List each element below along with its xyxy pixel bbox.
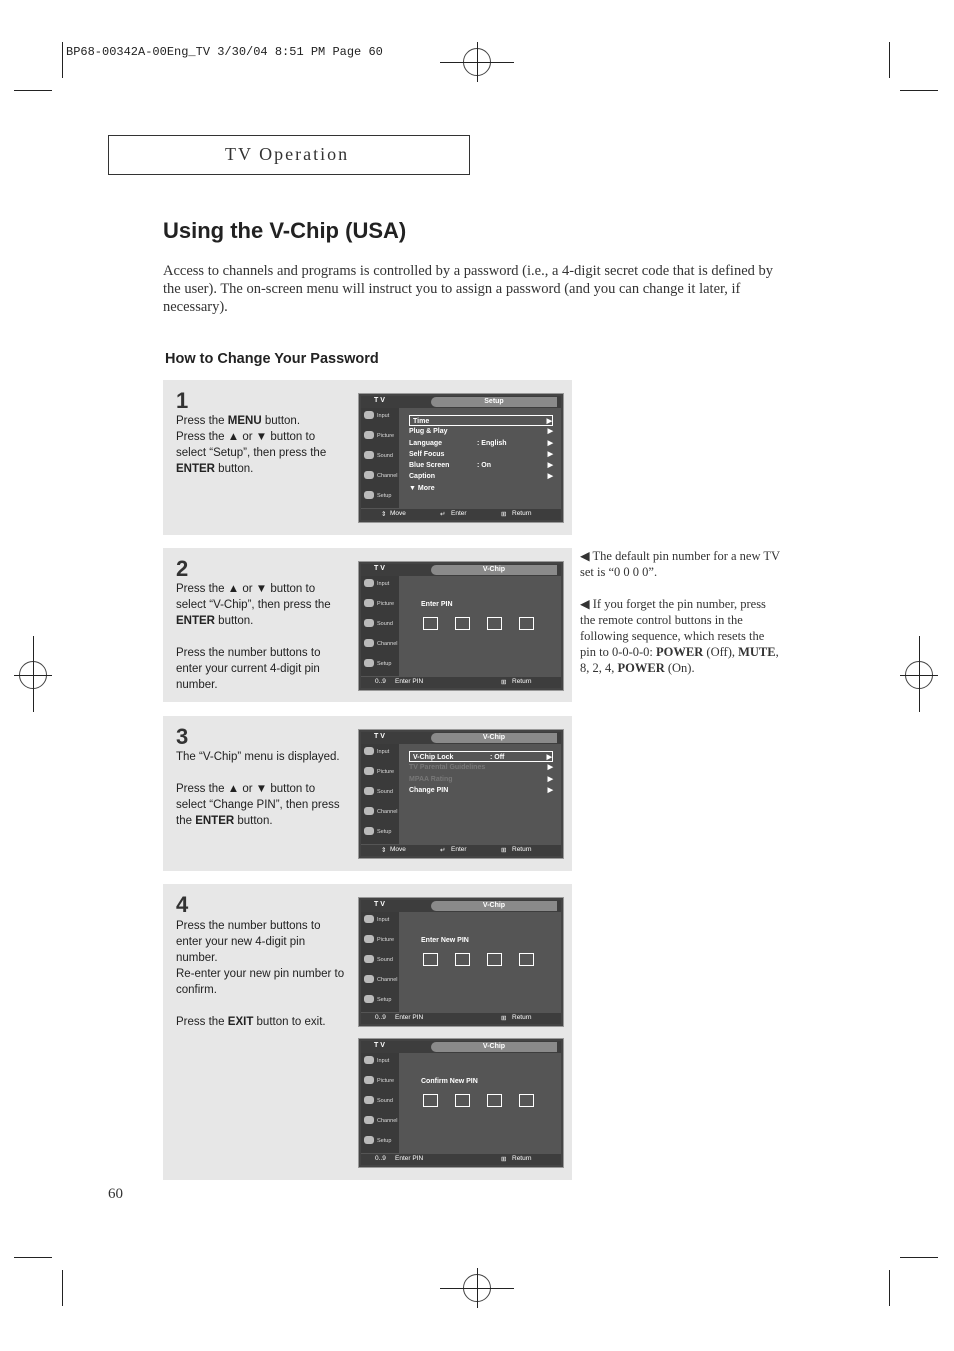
crop-mark [889, 42, 890, 78]
crop-mark [62, 42, 63, 78]
page-title: Using the V-Chip (USA) [163, 218, 407, 243]
picture-icon: Picture [361, 428, 399, 448]
setup-icon: Setup [361, 488, 399, 508]
pin-label: Enter PIN [421, 601, 453, 608]
crop-mark [14, 90, 52, 91]
osd-screen [359, 1039, 563, 1167]
pin-digit-box [455, 617, 470, 630]
return-icon: ⊞ [501, 1156, 507, 1163]
osd-sidebar [361, 408, 399, 508]
tv-label: T V [374, 1042, 385, 1049]
menu-item: Time ▶ [409, 415, 553, 426]
menu-item: Caption ▶ [409, 473, 553, 481]
crop-mark [33, 636, 34, 712]
osd-footer: ⇕ Move ↵ Enter ⊞ Return [361, 845, 561, 856]
crop-mark [919, 636, 920, 712]
section-header: TV Operation [225, 144, 350, 164]
pin-digit-box [455, 953, 470, 966]
sound-icon: Sound [361, 1093, 399, 1113]
intro-paragraph: Access to channels and programs is controlled by a password (i.e., a 4-digit secret code that is defined by the user). The on-screen menu will instruct you to assign a password (and you can change it later, if necessary). [163, 263, 774, 315]
sound-icon: Sound [361, 784, 399, 804]
setup-icon: Setup [361, 824, 399, 844]
osd-title: Setup [431, 397, 557, 407]
step-text: Press the ▲ or ▼ button to select “V-Chip”, then press the ENTER button. Press the number buttons to enter your current 4-digit pin number. [176, 583, 331, 691]
crop-mark [14, 675, 52, 676]
channel-icon: Channel [361, 468, 399, 488]
pin-digit-box [487, 1094, 502, 1107]
print-slug: BP68-00342A-00Eng_TV 3/30/04 8:51 PM Page 60 [66, 45, 383, 59]
menu-item: ▼ More [409, 484, 435, 492]
osd-screen [359, 394, 563, 522]
menu-item: TV Parental Guidelines ▶ [409, 764, 553, 772]
return-icon: ⊞ [501, 679, 507, 686]
step-number: 3 [176, 724, 189, 749]
menu-item: Plug & Play ▶ [409, 428, 553, 436]
enter-icon: ↵ [440, 847, 446, 854]
menu-item: V-Chip Lock : Off ▶ [409, 751, 553, 762]
move-icon: ⇕ [381, 847, 387, 854]
setup-icon: Setup [361, 656, 399, 676]
pin-digit-box [487, 953, 502, 966]
input-icon: Input [361, 744, 399, 764]
crop-mark [14, 1257, 52, 1258]
channel-icon: Channel [361, 804, 399, 824]
osd-screen [359, 898, 563, 1026]
return-icon: ⊞ [501, 847, 507, 854]
osd-footer: ⇕ Move ↵ Enter ⊞ Return [361, 509, 561, 520]
step-panel [163, 548, 572, 702]
number-buttons-icon: 0..9 [375, 1014, 386, 1021]
osd-title: V-Chip [431, 1042, 557, 1052]
step-text: The “V-Chip” menu is displayed. Press the ▲ or ▼ button to select “Change PIN”, then press the ENTER button. [176, 751, 340, 827]
picture-icon: Picture [361, 764, 399, 784]
tv-label: T V [374, 733, 385, 740]
osd-footer: 0..9 Enter PIN ⊞ Return [361, 1154, 561, 1165]
pin-digit-box [487, 617, 502, 630]
crop-mark [900, 675, 938, 676]
note-forgot-pin: ◀ If you forget the pin number, press the remote control buttons in the following sequence, which resets the pin to 0-0-0-0: POWER (Off), MUTE, 8, 2, 4, POWER (On). [580, 597, 779, 675]
osd-sidebar [361, 744, 399, 844]
pin-label: Enter New PIN [421, 937, 469, 944]
sound-icon: Sound [361, 952, 399, 972]
pin-digit-box [423, 617, 438, 630]
tv-label: T V [374, 901, 385, 908]
osd-menu [409, 751, 553, 796]
pin-digit-box [423, 1094, 438, 1107]
section-header-box [108, 135, 470, 175]
step-panel [163, 884, 572, 1180]
number-buttons-icon: 0..9 [375, 678, 386, 685]
channel-icon: Channel [361, 636, 399, 656]
step-number: 2 [176, 556, 189, 581]
input-icon: Input [361, 408, 399, 428]
input-icon: Input [361, 912, 399, 932]
input-icon: Input [361, 576, 399, 596]
osd-screen [359, 730, 563, 858]
tv-label: T V [374, 565, 385, 572]
menu-item: Change PIN ▶ [409, 786, 553, 794]
number-buttons-icon: 0..9 [375, 1155, 386, 1162]
crop-mark [900, 90, 938, 91]
sound-icon: Sound [361, 616, 399, 636]
setup-icon: Setup [361, 1133, 399, 1153]
osd-sidebar [361, 1053, 399, 1153]
setup-icon: Setup [361, 992, 399, 1012]
return-icon: ⊞ [501, 511, 507, 518]
osd-sidebar [361, 576, 399, 676]
crop-mark [900, 1257, 938, 1258]
osd-footer: 0..9 Enter PIN ⊞ Return [361, 677, 561, 688]
input-icon: Input [361, 1053, 399, 1073]
pin-digit-box [423, 953, 438, 966]
note-default-pin: ◀ The default pin number for a new TV set is “0 0 0 0”. [580, 549, 780, 579]
pin-digit-box [519, 1094, 534, 1107]
step-panel [163, 380, 572, 535]
pin-digit-box [519, 617, 534, 630]
channel-icon: Channel [361, 972, 399, 992]
step-text: Press the MENU button. Press the ▲ or ▼ button to select “Setup”, then press the ENTER button. [176, 415, 327, 475]
page-number: 60 [108, 1186, 123, 1202]
osd-footer: 0..9 Enter PIN ⊞ Return [361, 1013, 561, 1024]
menu-item: MPAA Rating ▶ [409, 775, 553, 783]
crop-mark [62, 1270, 63, 1306]
osd-menu [409, 415, 553, 494]
channel-icon: Channel [361, 1113, 399, 1133]
osd-title: V-Chip [431, 733, 557, 743]
return-icon: ⊞ [501, 1015, 507, 1022]
picture-icon: Picture [361, 596, 399, 616]
menu-item: Language : English ▶ [409, 439, 553, 447]
step-panel [163, 716, 572, 871]
menu-item: Blue Screen : On ▶ [409, 462, 553, 470]
crop-mark [440, 1288, 514, 1289]
subheading: How to Change Your Password [165, 351, 379, 367]
pin-digit-box [455, 1094, 470, 1107]
tv-label: T V [374, 397, 385, 404]
picture-icon: Picture [361, 932, 399, 952]
enter-icon: ↵ [440, 511, 446, 518]
osd-title: V-Chip [431, 901, 557, 911]
step-text: Press the number buttons to enter your new 4-digit pin number. Re-enter your new pin number to confirm. Press the EXIT button to exit. [176, 920, 345, 1028]
osd-sidebar [361, 912, 399, 1012]
pin-digit-box [519, 953, 534, 966]
crop-mark [889, 1270, 890, 1306]
osd-title: V-Chip [431, 565, 557, 575]
step-number: 4 [176, 892, 189, 917]
crop-mark [440, 62, 514, 63]
step-number: 1 [176, 388, 189, 413]
picture-icon: Picture [361, 1073, 399, 1093]
pin-label: Confirm New PIN [421, 1078, 478, 1085]
osd-screen [359, 562, 563, 690]
menu-item: Self Focus ▶ [409, 450, 553, 458]
sound-icon: Sound [361, 448, 399, 468]
move-icon: ⇕ [381, 511, 387, 518]
